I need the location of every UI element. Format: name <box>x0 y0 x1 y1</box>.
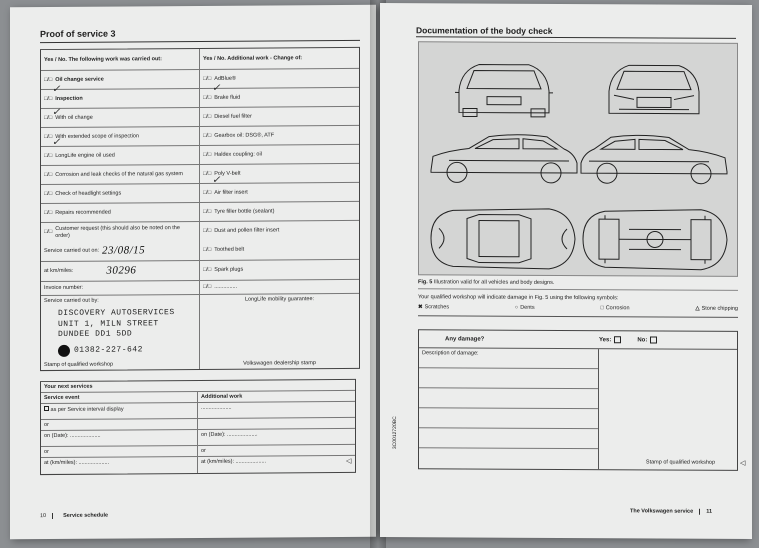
additional-work-label: Tyre filler bottle (sealant) <box>214 208 275 215</box>
service-date-label: Service carried out on: <box>44 247 100 255</box>
additional-work-label: Poly V-belt <box>214 170 241 177</box>
car-front-view <box>609 65 699 113</box>
invoice-label[interactable]: Invoice number: <box>41 281 200 295</box>
next-services-table <box>40 379 356 475</box>
check-mark: ✓ <box>212 174 221 186</box>
any-damage-label: Any damage? <box>445 335 485 343</box>
car-right-side-view <box>581 135 727 184</box>
work-item-label: Inspection <box>55 95 83 102</box>
or-label: or <box>201 447 206 454</box>
mileage-row <box>41 260 359 282</box>
additional-work-label: Air filter insert <box>214 189 248 196</box>
title-rule <box>40 40 360 43</box>
stamp-label: Stamp of qualified workshop <box>44 361 114 368</box>
divider <box>418 288 738 291</box>
title-rule <box>416 36 736 39</box>
workshop-logo-icon <box>58 345 70 357</box>
service-table-header <box>41 48 359 71</box>
page-title: Proof of service 3 <box>40 28 116 40</box>
interval-display-checkbox[interactable] <box>44 406 49 411</box>
yes-no-checkbox[interactable]: □/□ <box>203 94 212 101</box>
yes-no-checkbox[interactable]: □/□ <box>44 152 53 159</box>
left-page <box>10 5 376 540</box>
dents-icon: ○ <box>514 304 519 311</box>
at-km-field[interactable]: .................... <box>235 458 267 465</box>
additional-work-field[interactable]: .................... <box>201 404 232 411</box>
yes-no-checkbox[interactable]: □/□ <box>44 76 53 83</box>
damage-description-area[interactable] <box>419 348 599 469</box>
check-mark: ✓ <box>52 136 61 148</box>
stone-chipping-icon: △ <box>695 305 700 312</box>
vw-stamp-label: Volkswagen dealership stamp <box>243 359 316 367</box>
work-item-label: Customer request (this should also be noted on the order) <box>55 225 180 239</box>
additional-work-label: Brake fluid <box>214 94 241 101</box>
damage-symbols-note: Your qualified workshop will indicate damage in Fig. 5 using the following symbols: <box>418 294 619 302</box>
damage-yes-checkbox[interactable] <box>614 336 621 343</box>
damage-no-checkbox[interactable] <box>650 336 657 343</box>
work-item-label: Corrosion and leak checks of the natural gas system <box>55 170 183 178</box>
yes-no-checkbox[interactable]: □/□ <box>203 208 212 215</box>
mileage-label: at km/miles: <box>44 268 74 275</box>
blank-option[interactable]: ............... <box>214 284 238 291</box>
additional-work-label: Haldex coupling: oil <box>214 151 262 158</box>
or-label: or <box>41 419 198 430</box>
service-by-label: Service carried out by: <box>44 297 99 305</box>
damage-form <box>418 329 738 471</box>
yes-no-checkbox[interactable]: □/□ <box>203 75 212 82</box>
service-event-header: Service event <box>41 392 198 403</box>
car-rear-view <box>455 64 553 117</box>
scratches-icon: ✖ <box>418 304 423 311</box>
description-line[interactable] <box>419 428 598 449</box>
figure-caption: Illustration valid for all vehicles and body designs. <box>433 279 555 286</box>
header-work-carried-out: Yes / No. The following work was carried out: <box>41 49 200 70</box>
additional-work-label: Diesel fuel filter <box>214 113 252 120</box>
yes-no-checkbox[interactable]: □/□ <box>203 151 212 158</box>
legend-dents: ○ Dents <box>514 304 535 311</box>
left-footer <box>40 513 108 519</box>
on-date-field[interactable]: .................... <box>227 431 258 438</box>
footer-section: Service schedule <box>63 512 109 519</box>
stamp-label: Stamp of qualified workshop <box>645 459 715 466</box>
work-item-label: With oil change <box>55 114 93 121</box>
vehicle-diagram[interactable] <box>418 41 738 277</box>
yes-no-checkbox[interactable]: □/□ <box>203 132 212 139</box>
service-table <box>40 47 360 371</box>
service-row <box>41 164 359 185</box>
yes-no-checkbox[interactable]: □/□ <box>44 209 53 216</box>
corrosion-icon: □ <box>600 305 604 312</box>
work-item-label: LongLife engine oil used <box>55 152 115 159</box>
car-outline-illustration <box>419 42 739 278</box>
description-line[interactable] <box>419 388 598 409</box>
page-title: Documentation of the body check <box>416 25 553 36</box>
divider <box>418 315 738 318</box>
on-date-field[interactable]: .................... <box>70 432 101 439</box>
work-item-label: With extended scope of inspection <box>55 133 139 140</box>
yes-no-checkbox[interactable]: □/□ <box>203 247 212 254</box>
description-line[interactable] <box>419 448 598 469</box>
additional-work-header: Additional work <box>201 393 243 400</box>
on-date-label: on (Date): <box>44 432 69 440</box>
service-row <box>41 183 359 204</box>
yes-no-checkbox[interactable]: □/□ <box>203 170 212 177</box>
triangle-arrow-icon: ◁ <box>346 457 352 465</box>
yes-no-checkbox[interactable]: □/□ <box>203 228 212 235</box>
legend-scratches: ✖ Scratches <box>418 304 450 311</box>
service-row <box>41 107 359 128</box>
workshop-stamp-row <box>41 294 359 370</box>
service-row <box>41 202 359 223</box>
spark-plugs-label: Spark plugs <box>214 266 244 274</box>
page-number: 11 <box>699 509 712 515</box>
service-row <box>41 221 359 242</box>
triangle-arrow-icon: ◁ <box>740 459 746 467</box>
legend-corrosion: □ Corrosion <box>600 305 630 312</box>
stamp-line: DISCOVERY AUTOSERVICES <box>58 307 175 318</box>
yes-no-checkbox[interactable]: □/□ <box>44 133 53 140</box>
yes-no-checkbox[interactable]: □/□ <box>44 229 53 236</box>
right-footer <box>630 508 712 514</box>
mileage-value[interactable]: 30296 <box>106 264 137 277</box>
description-line[interactable] <box>419 408 598 429</box>
check-mark: ✓ <box>52 83 61 95</box>
check-mark: ✓ <box>212 82 221 94</box>
stamp-line: DUNDEE DD1 5DD <box>58 329 133 340</box>
yes-no-checkbox[interactable]: □/□ <box>44 114 53 121</box>
toothed-belt-label: Toothed belt <box>214 246 245 254</box>
figure-label: Fig. 5 <box>418 279 433 286</box>
no-label: No: <box>637 336 648 343</box>
footer-section: The Volkswagen service <box>630 508 694 515</box>
work-item-label: Oil change service <box>55 76 104 83</box>
yes-no-checkbox[interactable]: □/□ <box>203 284 212 291</box>
work-item-label: Repairs recommended <box>55 209 111 216</box>
damage-symbol-legend <box>418 304 738 312</box>
at-km-field[interactable]: .................... <box>78 459 110 466</box>
service-row <box>41 88 359 109</box>
on-date-label: on (Date): <box>201 431 226 438</box>
service-date-value[interactable]: 23/08/15 <box>102 244 146 257</box>
yes-no-checkbox[interactable]: □/□ <box>203 267 212 274</box>
workshop-stamp <box>44 308 175 357</box>
at-km-label: at (km/miles): <box>201 458 234 465</box>
additional-work-label: AdBlue® <box>214 75 236 82</box>
yes-no-checkbox[interactable]: □/□ <box>44 171 53 178</box>
service-row <box>41 145 359 166</box>
at-km-label: at (km/miles): <box>44 459 77 467</box>
check-mark: ✓ <box>52 106 61 118</box>
workshop-stamp-area[interactable] <box>599 349 737 470</box>
document-code: 3C0012720BC <box>392 416 398 450</box>
next-services-title: Your next services <box>44 383 93 391</box>
right-page <box>380 3 752 539</box>
service-date-row <box>41 240 359 262</box>
service-row <box>41 69 359 90</box>
car-left-side-view <box>431 134 577 183</box>
interval-display-label: as per Service interval display <box>50 406 124 413</box>
yes-no-checkbox[interactable]: □/□ <box>44 95 53 102</box>
yes-no-checkbox[interactable]: □/□ <box>203 189 212 196</box>
or-label: or <box>41 446 198 457</box>
header-additional-work: Yes / No. Additional work - Change of: <box>203 55 303 62</box>
stamp-phone: 01382-227-642 <box>74 345 143 355</box>
longlife-guarantee-label: LongLife mobility guarantee: <box>244 296 315 303</box>
car-top-view <box>431 208 575 269</box>
car-underbody-view <box>583 209 727 270</box>
additional-work-label: Dust and pollen filter insert <box>214 227 280 235</box>
description-label: Description of damage: <box>419 348 598 369</box>
description-line[interactable] <box>419 368 598 389</box>
yes-no-checkbox[interactable]: □/□ <box>44 190 53 197</box>
additional-work-label: Gearbox oil: DSG®, ATF <box>214 132 275 139</box>
work-item-label: Check of headlight settings <box>55 190 122 197</box>
stamp-line: UNIT 1, MILN STREET <box>58 318 159 329</box>
yes-label: Yes: <box>599 336 612 343</box>
page-number: 10 <box>40 513 53 519</box>
service-row <box>41 126 359 147</box>
legend-stone-chipping: △ Stone chipping <box>695 305 738 312</box>
yes-no-checkbox[interactable]: □/□ <box>203 113 212 120</box>
